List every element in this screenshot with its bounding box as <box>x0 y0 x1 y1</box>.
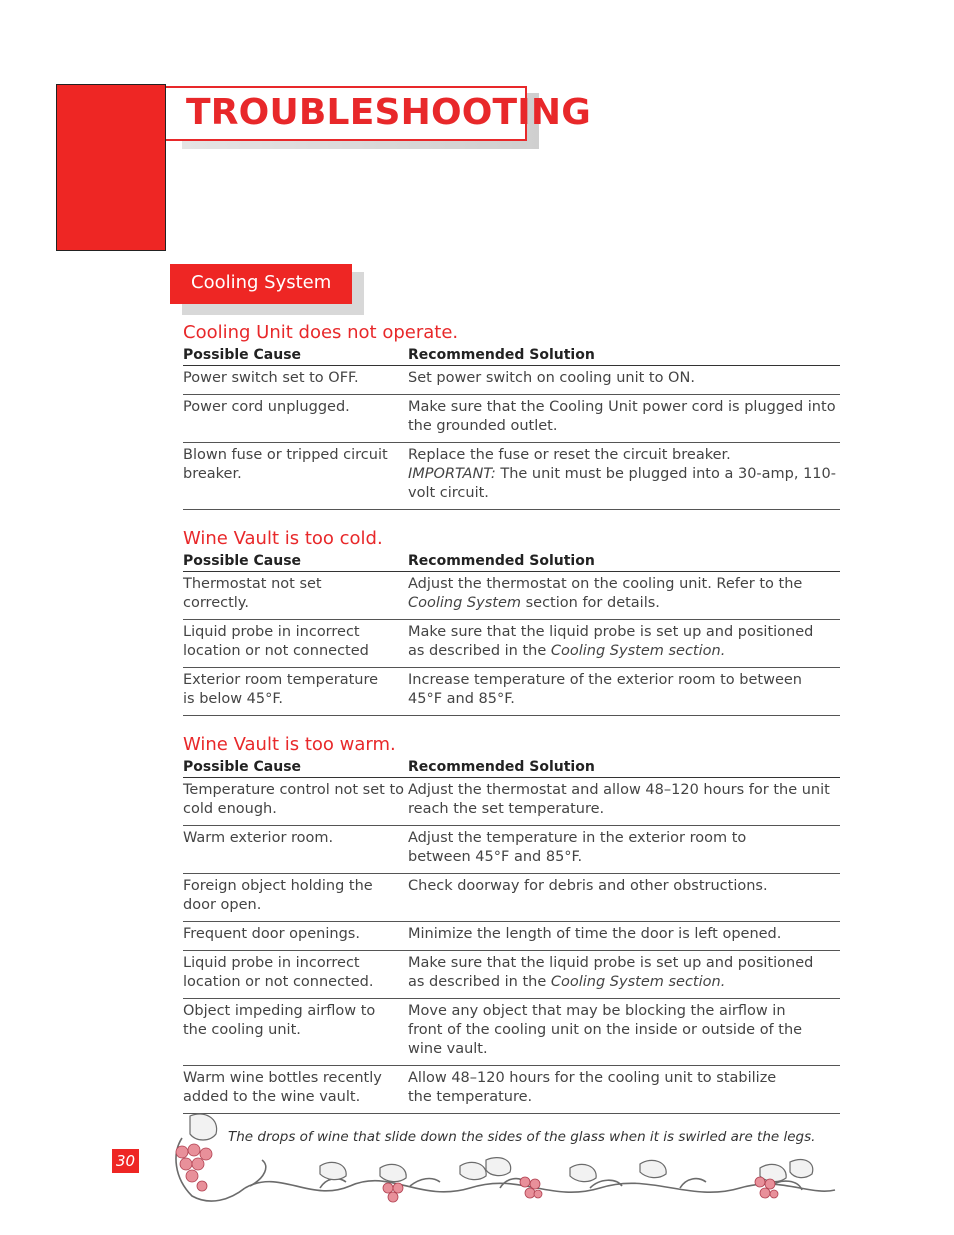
solution-header: Recommended Solution <box>408 553 595 569</box>
solution-text: Replace the fuse or reset the circuit breaker. <box>408 447 731 463</box>
table-row <box>183 951 840 999</box>
table-header <box>183 345 840 366</box>
important-label: IMPORTANT: <box>408 466 496 482</box>
corner-red-block <box>56 84 166 251</box>
cause-cell: Foreign object holding the door open. <box>183 878 373 913</box>
cause-cell: Power cord unplugged. <box>183 399 350 415</box>
cause-cell: Frequent door openings. <box>183 926 360 942</box>
cause-cell: Liquid probe in incorrect location or not connected <box>183 624 369 659</box>
table-row <box>183 1066 840 1114</box>
section-tab-label: Cooling System <box>191 272 332 293</box>
solution-reference: Cooling System <box>408 595 521 611</box>
table-row <box>183 572 840 620</box>
cause-cell: Exterior room temperature is below 45°F. <box>183 672 379 707</box>
section-tab <box>170 264 352 304</box>
table-row <box>183 778 840 826</box>
cause-cell: Temperature control not set to cold enough. <box>183 782 405 817</box>
problem-too-cold <box>183 527 840 716</box>
cause-cell: Liquid probe in incorrect location or not connected. <box>183 955 374 990</box>
solution-cell: Set power switch on cooling unit to ON. <box>408 370 695 386</box>
solution-cell <box>408 446 840 503</box>
solution-cell <box>408 954 840 992</box>
solution-cell: Check doorway for debris and other obstructions. <box>408 878 768 894</box>
solution-reference: Cooling System section. <box>550 643 726 659</box>
cause-header: Possible Cause <box>183 553 302 569</box>
solution-cell: Minimize the length of time the door is left opened. <box>408 926 782 942</box>
table-row <box>183 999 840 1066</box>
table-row <box>183 366 840 395</box>
solution-cell: Make sure that the Cooling Unit power cord is plugged into the grounded outlet. <box>408 399 836 434</box>
page-title: TROUBLESHOOTING <box>186 92 591 133</box>
table-row <box>183 443 840 510</box>
footer-note: The drops of wine that slide down the sides of the glass when it is swirled are the legs. <box>228 1129 816 1145</box>
solution-cell: Adjust the temperature in the exterior room to between 45°F and 85°F. <box>408 830 747 865</box>
cause-header: Possible Cause <box>183 759 302 775</box>
cause-cell: Object impeding airflow to the cooling unit. <box>183 1003 376 1038</box>
problem-too-warm <box>183 733 840 1114</box>
solution-text: Adjust the thermostat on the cooling unit. Refer to the <box>408 576 803 592</box>
important-note: The unit must be plugged into a 30-amp, 110-volt circuit. <box>408 466 836 501</box>
grape-vine-ornament-icon <box>170 1108 840 1208</box>
table-row <box>183 668 840 716</box>
solution-header: Recommended Solution <box>408 759 595 775</box>
table-header <box>183 757 840 778</box>
solution-header: Recommended Solution <box>408 347 595 363</box>
solution-reference: Cooling System section. <box>550 974 726 990</box>
table-header <box>183 551 840 572</box>
solution-cell <box>408 623 840 661</box>
cause-cell: Blown fuse or tripped circuit breaker. <box>183 447 388 482</box>
problem-cooling-unit <box>183 321 840 510</box>
problem-title: Wine Vault is too warm. <box>183 734 396 755</box>
solution-text: Make sure that the liquid probe is set up and positioned as described in the <box>408 955 814 990</box>
cause-cell: Warm exterior room. <box>183 830 334 846</box>
solution-cell: Allow 48–120 hours for the cooling unit to stabilize the temperature. <box>408 1070 777 1105</box>
solution-cell <box>408 575 840 613</box>
table-row <box>183 922 840 951</box>
page-number: 30 <box>112 1149 139 1173</box>
problem-title: Cooling Unit does not operate. <box>183 322 459 343</box>
problem-title: Wine Vault is too cold. <box>183 528 383 549</box>
cause-cell: Thermostat not set correctly. <box>183 576 322 611</box>
solution-cell: Adjust the thermostat and allow 48–120 hours for the unit reach the set temperature. <box>408 782 830 817</box>
table-row <box>183 395 840 443</box>
table-row <box>183 826 840 874</box>
solution-text-end: section for details. <box>525 595 660 611</box>
cause-header: Possible Cause <box>183 347 302 363</box>
cause-cell: Power switch set to OFF. <box>183 370 359 386</box>
table-row <box>183 620 840 668</box>
solution-cell: Increase temperature of the exterior room to between 45°F and 85°F. <box>408 672 802 707</box>
cause-cell: Warm wine bottles recently added to the wine vault. <box>183 1070 382 1105</box>
table-row <box>183 874 840 922</box>
solution-cell: Move any object that may be blocking the airflow in front of the cooling unit on the inside or outside of the wine vault. <box>408 1003 803 1057</box>
title-box <box>166 86 591 141</box>
solution-text: Make sure that the liquid probe is set up and positioned as described in the <box>408 624 814 659</box>
